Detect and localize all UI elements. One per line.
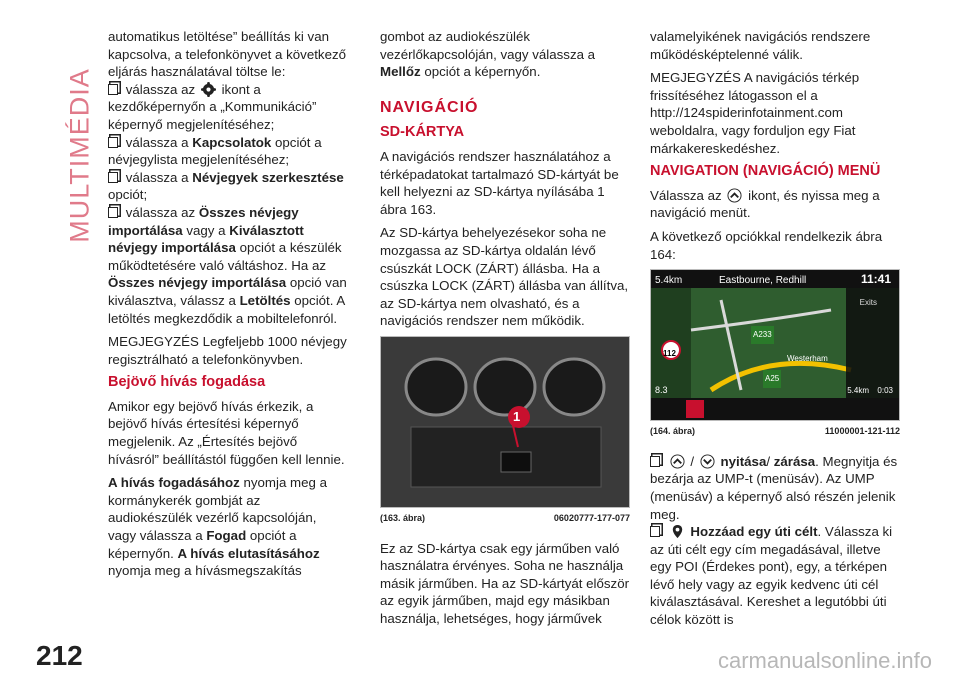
figure-caption: (163. ábra) 06020777-177-077 [380, 512, 630, 523]
chevron-up-icon [727, 188, 742, 203]
column-3 [650, 28, 900, 635]
figure-163 [380, 336, 630, 508]
column-2 [380, 28, 630, 633]
map-pin-icon [670, 524, 685, 539]
nav-bottom-right1: 5.4km [847, 386, 869, 396]
paragraph: A hívás fogadásához nyomja meg a kormánykerék gombját az audiokészülék vezérlő kapcsolóján, vagy válassza a Fogad opciót a képernyőn. A hívás elutasításához nyomja meg a hívásmegszakítás [108, 475, 327, 579]
paragraph: A következő opciókkal rendelkezik ábra 164: [650, 228, 883, 262]
paragraph: valamelyikének navigációs rendszere működésképtelenné válik. [650, 29, 871, 62]
nav-time: 11:41 [860, 272, 891, 287]
nav-road: Eastbourne, Redhill [719, 275, 807, 287]
bullet: válassza az Összes névjegy importálása vagy a Kiválasztott névjegy importálása opciót a készülék működtetésére való váltáshoz. Ha az Összes névjegy importálása opció van kiválasztva, válassz a Letöltés opciót. A letöltés megkezdődik a mobiltelefonról. [108, 204, 347, 326]
paragraph: gombot az audiokészülék vezérlőkapcsolóján, vagy válassza a Mellőz opciót a képernyőn. [380, 29, 596, 80]
nav-speed-limit: 112 [663, 349, 676, 359]
paragraph: Az SD-kártya behelyezésekor soha ne mozgassa az SD-kártya oldalán lévő csúszkát LOCK (ZÁRT) állásba. Ha a csúszka LOCK (ZÁRT) állásba van állítva, az SD-kártya nem olvasható, és a navigációs rendszer nem működik. [380, 225, 629, 329]
page-number: 212 [36, 640, 83, 671]
bullet: / nyitása/ zárása. Megnyitja és bezárja az UMP-t (menüsáv). Az UMP (menüsáv) a képernyő alsó részén jelenik meg. [650, 453, 898, 522]
paragraph: A navigációs rendszer használatához a térképadatokat tartalmazó SD-kártyát be kell helyezni az SD-kártya nyílásába 1 ábra 163. [380, 148, 619, 217]
nav-a233: A233 [751, 326, 774, 344]
nav-bottom-right2: 0:03 [877, 386, 893, 396]
bullet: válassza a Kapcsolatok opciót a névjegylista megjelenítéséhez; [108, 134, 322, 168]
chevron-up-icon [670, 454, 685, 469]
checkbox-icon [108, 172, 118, 183]
paragraph: Válassza az ikont, és nyissa meg a navigáció menüt. [650, 187, 880, 221]
watermark: carmanualsonline.info [717, 648, 932, 673]
heading-sd-card: SD-KÁRTYA [380, 124, 465, 141]
note: MEGJEGYZÉS Legfeljebb 1000 névjegy regisztrálható a telefonkönyvben. [108, 334, 347, 367]
paragraph: Ez az SD-kártya csak egy járműben való használatra érvényes. Soha ne használja másik járműben. Ha az SD-kártyát először az egyik járműben, majd egy másikban használja, lehetséges, hogy járművek [380, 540, 630, 626]
checkbox-icon [108, 137, 118, 148]
side-tab [50, 60, 95, 260]
sd-slot-photo [381, 337, 629, 507]
checkbox-icon [108, 207, 118, 218]
nav-a25: A25 [763, 370, 781, 388]
side-tab-label: MULTIMÉDIA [64, 68, 95, 243]
gear-icon [201, 82, 216, 97]
checkbox-icon [650, 526, 660, 537]
bullet: válassza a Névjegyek szerkesztése opciót; [108, 169, 344, 203]
bullet: Hozzáad egy úti célt. Válassza ki az úti célt egy cím megadásával, illetve egy POI (Érdekes pont), egy, a térképen lévő hely vagy az egyik kedvenc úti cél kiválasztásával. Kereshet a legutóbbi úti célok között is [650, 524, 893, 628]
heading-incoming-call: Bejövő hívás fogadása [108, 374, 266, 391]
checkbox-icon [650, 456, 660, 467]
heading-navigation: NAVIGÁCIÓ [380, 98, 479, 116]
paragraph: automatikus letöltése” beállítás ki van kapcsolva, a telefonkönyvet a következő eljárás használatával töltse le: [108, 29, 347, 80]
nav-bottom-left: 8.3 [655, 385, 668, 396]
figure-caption: (164. ábra) 11000001-121-112 [650, 426, 900, 437]
note: MEGJEGYZÉS A navigációs térkép frissítéséhez látogasson el a http://124spiderinfotainment.com weboldalra, vagy forduljon egy Fiat márkakereskedéshez. [650, 70, 860, 156]
callout-number: 1 [513, 408, 521, 424]
paragraph: Amikor egy bejövő hívás érkezik, a bejövő hívás értesítési képernyő megjelenik. Az „Értesítés bejövő hívásról” beállítástól függően kell lennie. [108, 398, 345, 467]
nav-westerham: Westerham [787, 354, 828, 364]
bullet: válassza az ikont a kezdőképernyőn a „Kommunikáció” képernyő megjelenítéséhez; [108, 81, 317, 132]
nav-exits[interactable]: Exits [859, 298, 877, 308]
checkbox-icon [108, 84, 118, 95]
heading-navigation-menu: NAVIGATION (NAVIGÁCIÓ) MENÜ [650, 163, 881, 180]
figure-164 [650, 269, 900, 421]
nav-distance: 5.4km [655, 275, 683, 287]
chevron-down-icon [700, 454, 715, 469]
column-1 [108, 28, 348, 586]
